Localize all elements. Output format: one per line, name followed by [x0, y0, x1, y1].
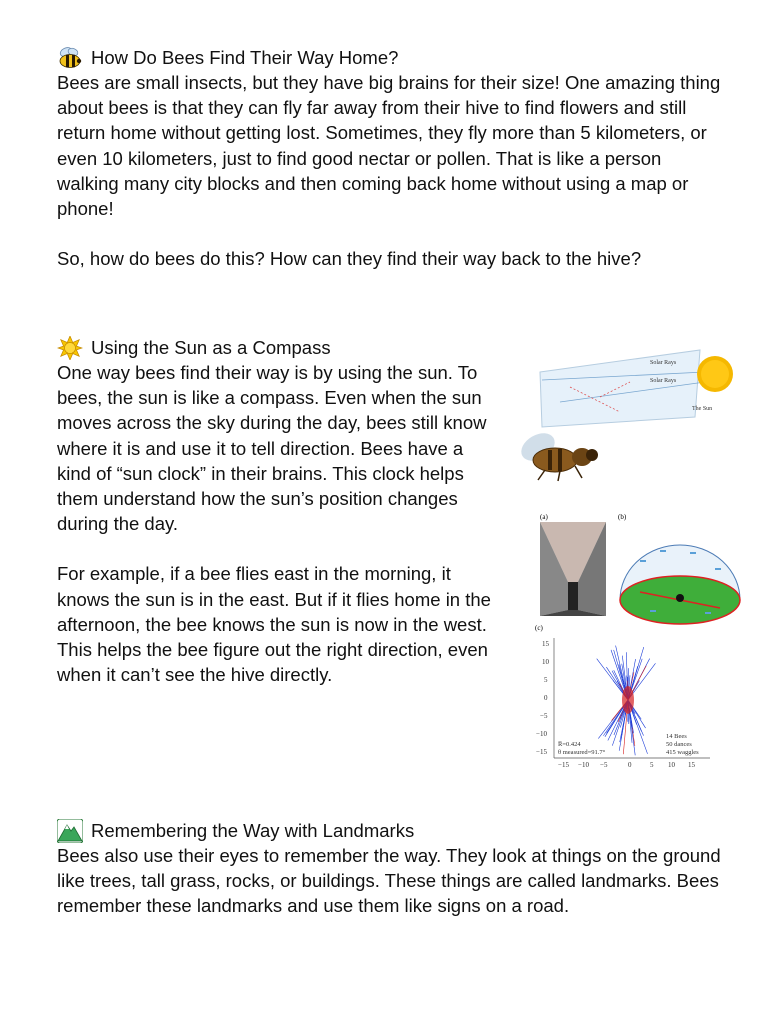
- heading-text: How Do Bees Find Their Way Home?: [91, 47, 399, 68]
- y-tick-label: 5: [544, 676, 548, 684]
- sun-drawing: [697, 356, 733, 392]
- section-bees-find-home: [57, 45, 727, 271]
- x-tick-label: −15: [558, 761, 569, 769]
- bee-sun-diagram: [510, 342, 740, 482]
- y-tick-label: 10: [542, 658, 549, 666]
- heading-text: Remembering the Way with Landmarks: [91, 820, 415, 841]
- waggle-rays: [597, 646, 656, 756]
- y-tick-label: −5: [540, 712, 548, 720]
- x-tick-label: 0: [628, 761, 632, 769]
- x-tick-label: 10: [668, 761, 675, 769]
- bee-icon: [57, 46, 83, 70]
- stat-label: θ measured=91.7°: [558, 749, 606, 756]
- polar-plot: [536, 638, 710, 769]
- heading-text: Using the Sun as a Compass: [91, 337, 331, 358]
- navigation-research-figure: [530, 510, 745, 772]
- paragraph: So, how do bees do this? How can they find their way back to the hive?: [57, 248, 642, 270]
- section-sun-compass: [57, 335, 497, 687]
- panel-label-c: (c): [535, 624, 543, 632]
- bee-drawing: [516, 428, 598, 481]
- legend-label: 415 waggles: [666, 749, 699, 756]
- x-tick-label: 15: [688, 761, 695, 769]
- section-heading: [57, 818, 727, 843]
- y-tick-label: −15: [536, 748, 547, 756]
- figure-label: The Sun: [692, 406, 713, 412]
- y-tick-label: −10: [536, 730, 547, 738]
- paragraph: Bees also use their eyes to remember the way. They look at things on the ground like trees, tall grass, rocks, or buildings. These things are called landmarks. Bees remember these landmarks and use them like signs on a road.: [57, 845, 721, 917]
- section-heading: [57, 335, 497, 360]
- figure-label: Solar Rays: [650, 360, 677, 366]
- panel-label-a: (a): [540, 513, 548, 521]
- figure-label: Solar Rays: [650, 378, 677, 384]
- paragraph: For example, if a bee flies east in the morning, it knows the sun is in the east. But if it flies home in the afternoon, the bee knows the sun is now in the west. This helps the bee figure out the right direction, even when it can’t see the hive directly.: [57, 563, 491, 686]
- center-cluster: [622, 686, 634, 714]
- x-tick-label: −5: [600, 761, 608, 769]
- stat-label: R̅=0.424: [558, 741, 581, 748]
- legend-label: 50 dances: [666, 741, 692, 748]
- panel-label-b: (b): [618, 513, 627, 521]
- y-tick-label: 15: [542, 640, 549, 648]
- dome-image: [620, 545, 740, 624]
- x-tick-label: 5: [650, 761, 654, 769]
- section-landmarks: [57, 818, 727, 919]
- section-heading: [57, 45, 727, 70]
- x-tick-label: −10: [578, 761, 589, 769]
- paragraph: Bees are small insects, but they have big brains for their size! One amazing thing about bees is that they can fly far away from their hive to find flowers and still return home without getting lost. Sometimes, they fly more than 5 kilometers, or even 10 kilometers, just to find good nectar or pollen. That is like a person walking many city blocks and then coming back home without using a map or phone!: [57, 72, 721, 220]
- y-tick-label: 0: [544, 694, 548, 702]
- paragraph: One way bees find their way is by using the sun. To bees, the sun is like a compass. Even when the sun moves across the sky during the day, bees still know where it is and use it to tell direction. Bees have a kind of “sun clock” in their brains. This clock helps them understand how the sun’s position changes during the day.: [57, 362, 487, 535]
- legend-label: 14 Bees: [666, 733, 687, 740]
- tunnel-image: [540, 522, 606, 616]
- sun-icon: [57, 336, 83, 360]
- mountain-icon: [57, 819, 83, 843]
